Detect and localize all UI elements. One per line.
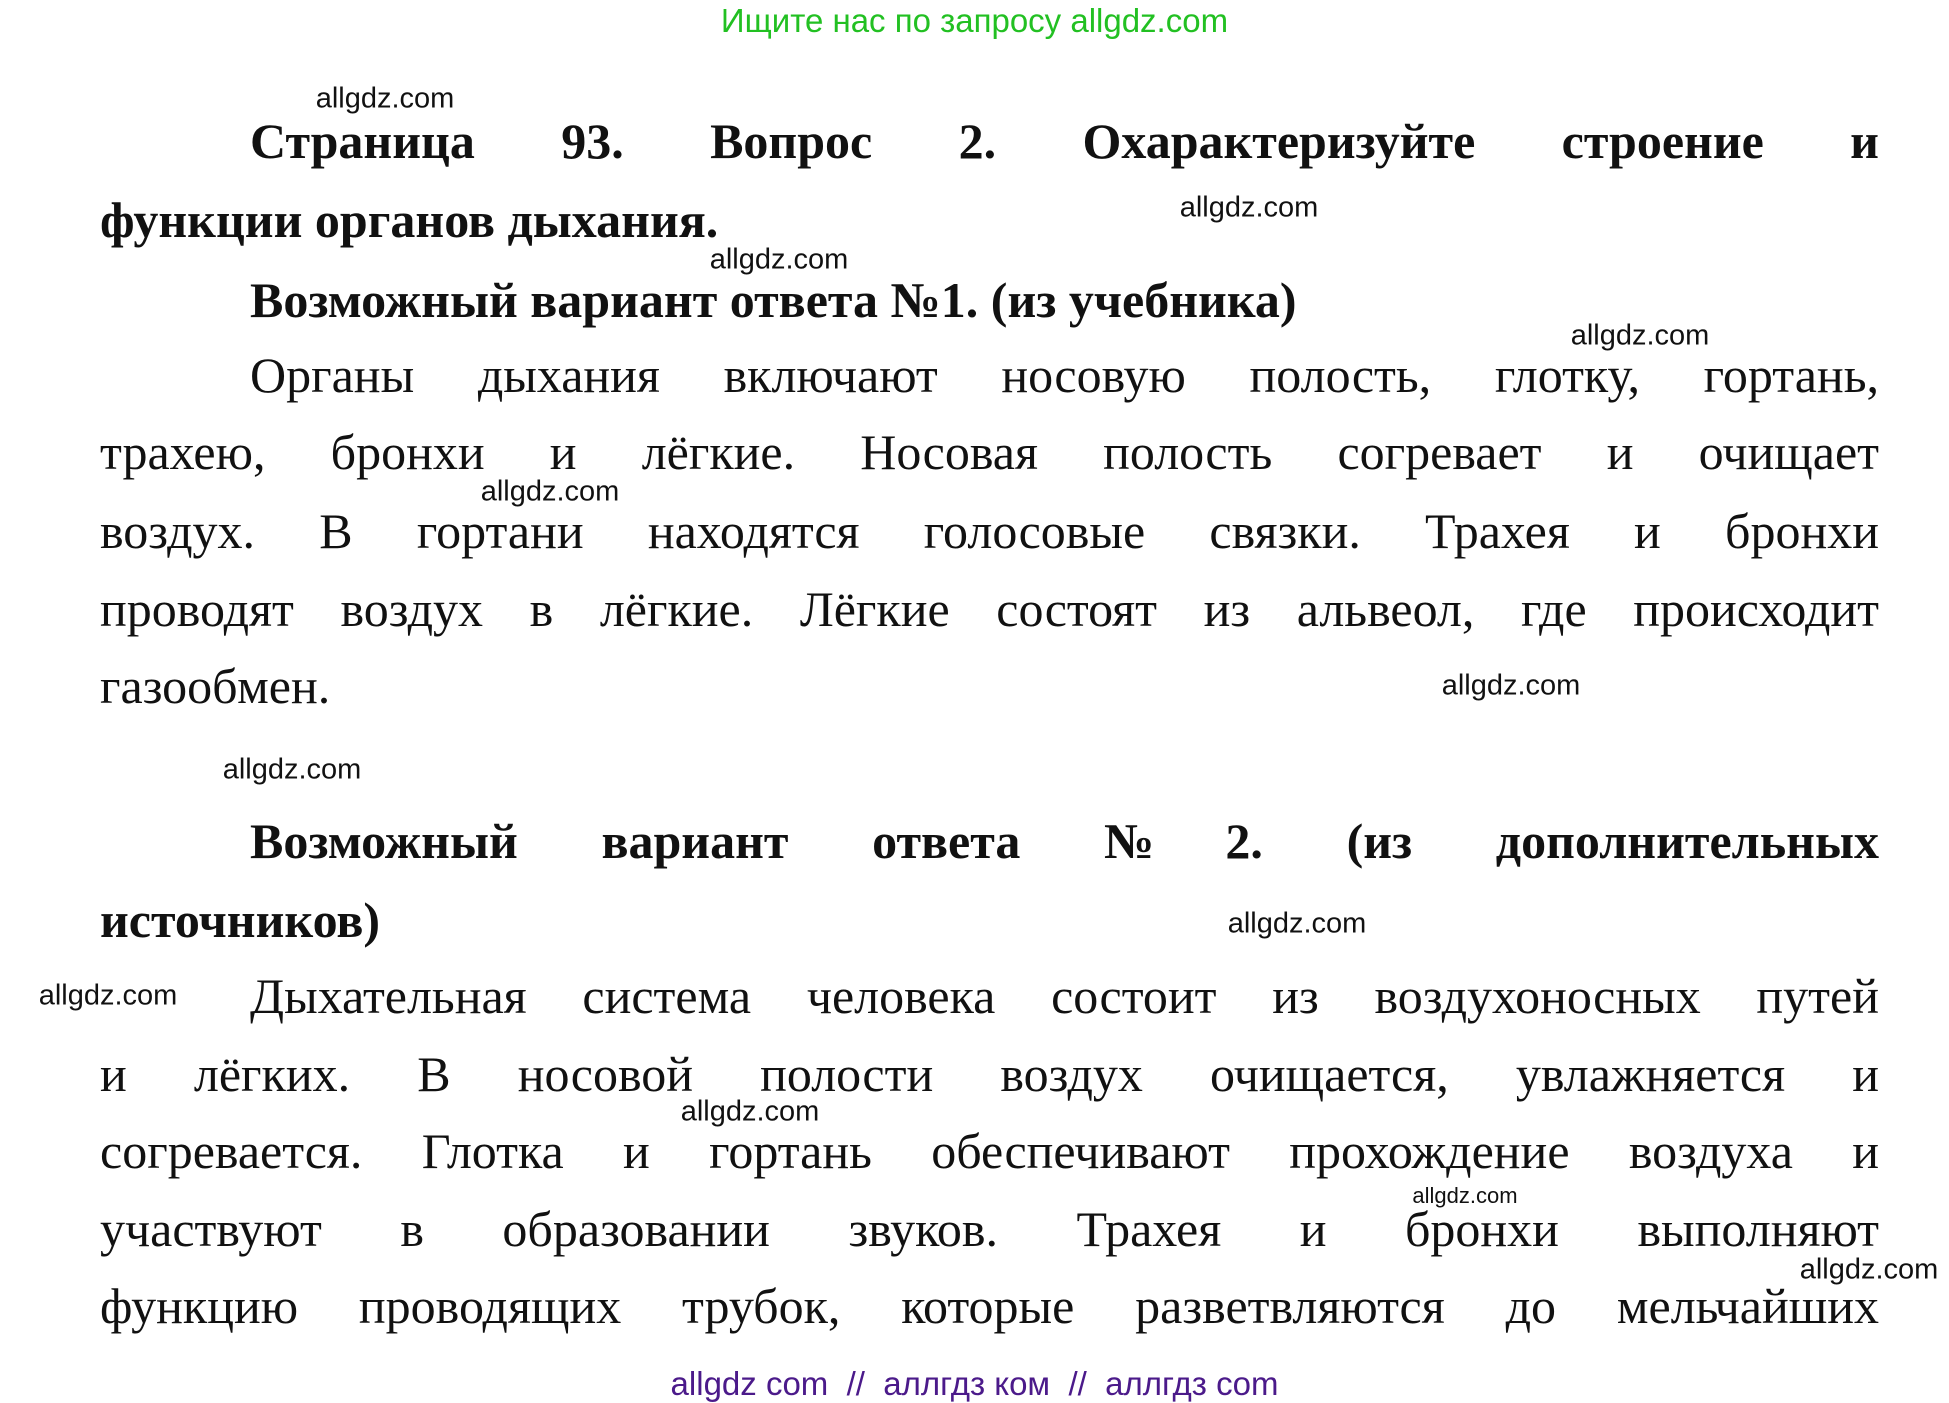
answer1-line: трахею, бронхи и лёгкие. Носовая полость согревает и очищает (100, 424, 1879, 480)
answer2-line: участвуют в образовании звуков. Трахея и бронхи выполняют (100, 1201, 1879, 1257)
watermark: allgdz.com (1412, 1183, 1518, 1208)
question-title-line: функции органов дыхания. (100, 192, 719, 248)
answer1-line: газообмен. (100, 658, 331, 714)
watermark: allgdz.com (1227, 907, 1367, 940)
watermark: allgdz.com (222, 753, 362, 786)
question-title-line: Страница 93. Вопрос 2. Охарактеризуйте строение и (250, 113, 1879, 169)
answer2-line: функцию проводящих трубок, которые разветвляются до мельчайших (100, 1278, 1879, 1334)
answer1-line: проводят воздух в лёгкие. Лёгкие состоят из альвеол, где происходит (100, 581, 1879, 637)
top-banner: Ищите нас по запросу allgdz.com (720, 2, 1229, 39)
watermark: allgdz.com (1441, 669, 1581, 702)
watermark: allgdz.com (1799, 1253, 1939, 1286)
watermark: allgdz.com (480, 475, 620, 508)
watermark: allgdz.com (315, 82, 455, 115)
answer2-line: согревается. Глотка и гортань обеспечивают прохождение воздуха и (100, 1123, 1879, 1179)
answer2-line: Дыхательная система человека состоит из воздухоносных путей (250, 968, 1879, 1024)
answer1-line: воздух. В гортани находятся голосовые связки. Трахея и бронхи (100, 503, 1879, 559)
watermark: allgdz.com (709, 243, 849, 276)
watermark: allgdz.com (1570, 319, 1710, 352)
answer1-line: Органы дыхания включают носовую полость, глотку, гортань, (250, 347, 1879, 403)
answer2-heading: Возможный вариант ответа №2. (из дополнительных (250, 813, 1879, 869)
footer-watermark: allgdz com // аллгдз ком // аллгдз com (670, 1365, 1279, 1402)
answer1-heading: Возможный вариант ответа №1. (из учебника) (250, 272, 1297, 328)
watermark: allgdz.com (680, 1095, 820, 1128)
watermark: allgdz.com (1179, 191, 1319, 224)
answer2-heading: источников) (100, 892, 380, 948)
answer2-line: и лёгких. В носовой полости воздух очищается, увлажняется и (100, 1046, 1879, 1102)
watermark: allgdz.com (38, 979, 178, 1012)
